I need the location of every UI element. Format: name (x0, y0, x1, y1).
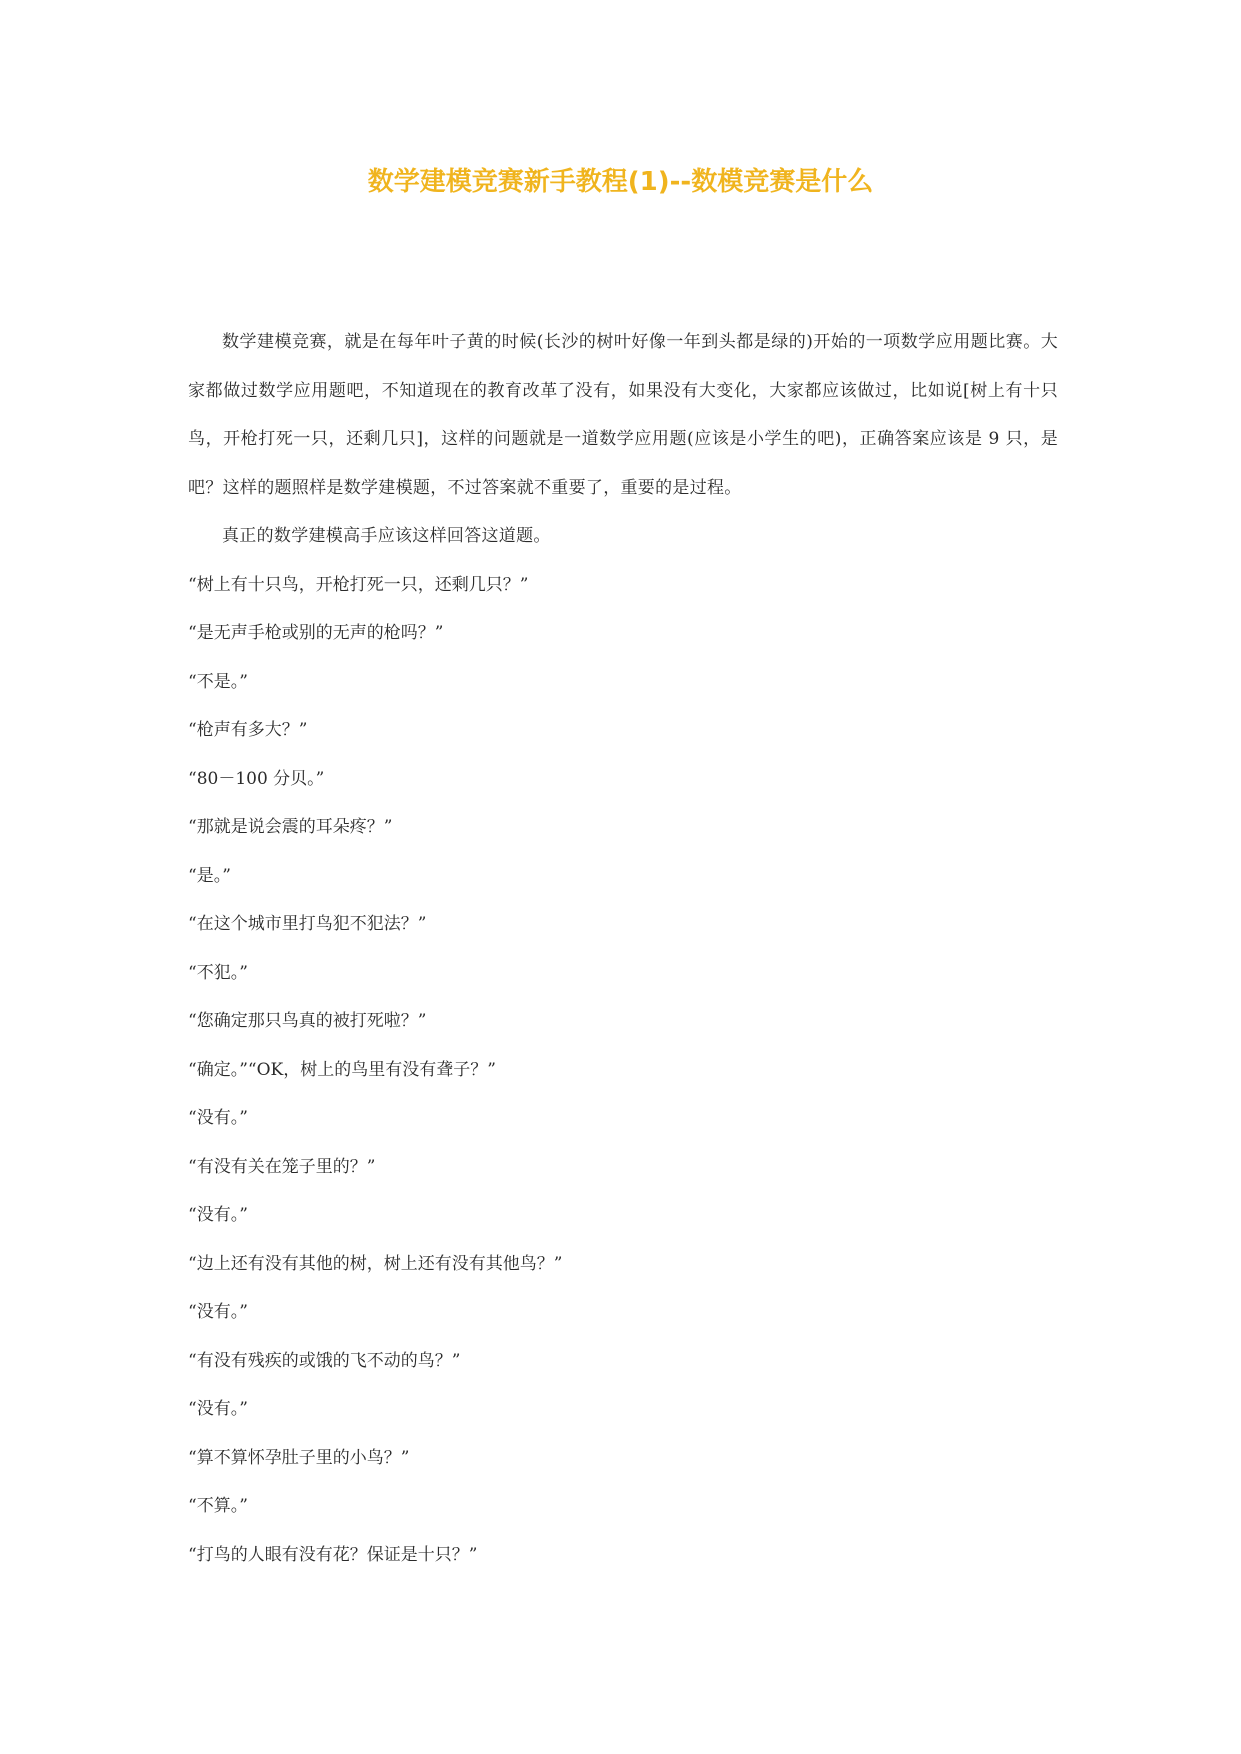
dialogue-list (188, 561, 1058, 1580)
dialogue-line: “不犯。” (188, 962, 248, 983)
document-title: 数学建模竞赛新手教程(1)--数模竞赛是什么 (367, 167, 874, 197)
dialogue-line: “有没有关在笼子里的？” (188, 1156, 376, 1177)
dialogue-line: “打鸟的人眼有没有花？保证是十只？” (188, 1544, 478, 1565)
dialogue-line: “没有。” (188, 1108, 248, 1128)
dialogue-line: “枪声有多大？” (188, 720, 308, 740)
dialogue-line: “80－100 分贝。” (188, 768, 325, 789)
dialogue-line: “没有。” (188, 1205, 248, 1225)
dialogue-line: “不算。” (188, 1496, 248, 1516)
dialogue-line: “树上有十只鸟，开枪打死一只，还剩几只？” (188, 574, 529, 595)
dialogue-line: “不是。” (188, 671, 248, 692)
dialogue-line: “是无声手枪或别的无声的枪吗？” (188, 623, 444, 643)
dialogue-line: “有没有残疾的或饿的飞不动的鸟？” (188, 1350, 461, 1371)
dialogue-line: “确定。”“OK，树上的鸟里有没有聋子？” (188, 1059, 496, 1080)
document-body (188, 318, 1058, 1579)
dialogue-line: “没有。” (188, 1399, 248, 1419)
dialogue-line: “是。” (188, 865, 231, 886)
dialogue-line: “那就是说会震的耳朵疼？” (188, 817, 393, 837)
paragraph-intro: 数学建模竞赛，就是在每年叶子黄的时候(长沙的树叶好像一年到头都是绿的)开始的一项数学应用题比赛。大家都做过数学应用题吧，不知道现在的教育改革了没有，如果没有大变化，大家都应该做过，比如说[树上有十只鸟，开枪打死一只，还剩几只]，这样的问题就是一道数学应用题(应该是小学生的吧)，正确答案应该是 9 只，是吧？这样的题照样是数学建模题，不过答案就不重要了，重要的是过程。 (188, 332, 1058, 498)
dialogue-line: “边上还有没有其他的树，树上还有没有其他鸟？” (188, 1253, 563, 1274)
dialogue-line: “在这个城市里打鸟犯不犯法？” (188, 914, 427, 934)
dialogue-line: “算不算怀孕肚子里的小鸟？” (188, 1447, 410, 1468)
dialogue-line: “您确定那只鸟真的被打死啦？” (188, 1011, 427, 1031)
paragraph-lead: 真正的数学建模高手应该这样回答这道题。 (222, 526, 551, 546)
dialogue-line: “没有。” (188, 1302, 248, 1322)
